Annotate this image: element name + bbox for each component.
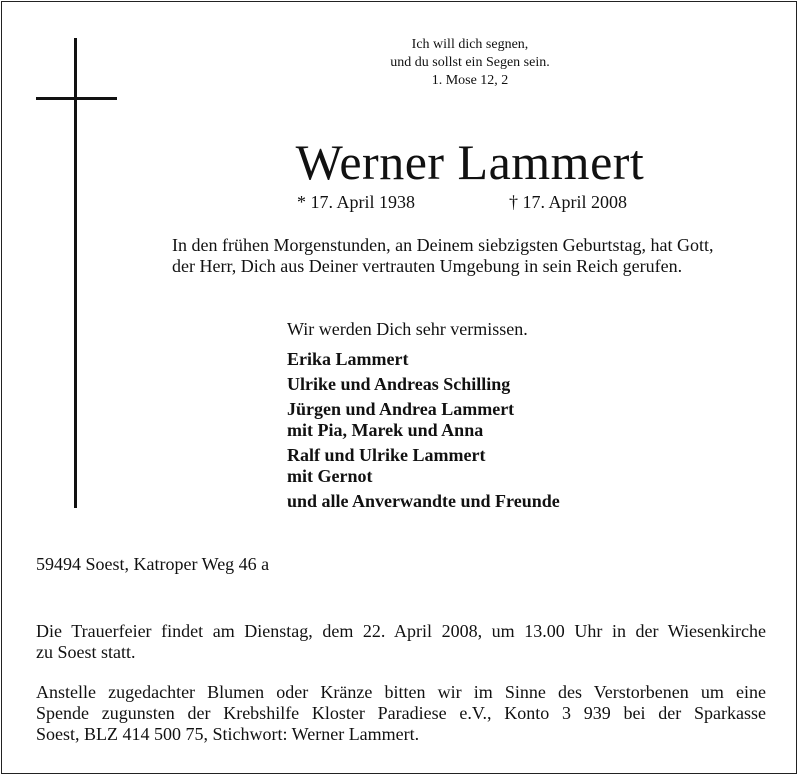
mourner-line: und alle Anverwandte und Freunde [287, 491, 560, 511]
miss-text: Wir werden Dich sehr vermissen. [287, 319, 528, 339]
cross-icon [74, 38, 77, 508]
birth-date: * 17. April 1938 [297, 192, 416, 212]
mourner-line: Ulrike und Andreas Schilling [287, 374, 511, 394]
mourner-group [287, 491, 560, 512]
donation-info [36, 682, 766, 745]
intro-text [172, 235, 714, 277]
mourner-group [287, 399, 560, 441]
verse-line-2: und du sollst ein Segen sein. [390, 55, 550, 70]
mourner-line: Ralf und Ulrike Lammert [287, 445, 486, 465]
mourner-line: Erika Lammert [287, 349, 409, 369]
intro-line-2: der Herr, Dich aus Deiner vertrauten Umgebung in sein Reich gerufen. [172, 256, 683, 276]
mourners-list [287, 349, 560, 516]
donation-line-2: Spende zugunsten der Krebshilfe Kloster Paradiese e.V., Konto 3 939 bei der Sparkasse [36, 703, 766, 723]
funeral-info [36, 621, 766, 663]
bible-verse [300, 36, 640, 90]
funeral-line-2: zu Soest statt. [36, 642, 136, 662]
verse-reference: 1. Mose 12, 2 [431, 73, 509, 88]
death-date: † 17. April 2008 [509, 192, 628, 212]
address: 59494 Soest, Katroper Weg 46 a [36, 554, 270, 574]
funeral-line-1: Die Trauerfeier findet am Dienstag, dem 22. April 2008, um 13.00 Uhr in der Wiesenkirche [36, 621, 766, 641]
mourner-line: mit Gernot [287, 466, 373, 486]
mourner-group [287, 374, 560, 395]
donation-line-3: Soest, BLZ 414 500 75, Stichwort: Werner Lammert. [36, 724, 420, 744]
mourner-line: mit Pia, Marek und Anna [287, 420, 484, 440]
cross-icon-crossbar [36, 97, 117, 100]
intro-line-1: In den frühen Morgenstunden, an Deinem siebzigsten Geburtstag, hat Gott, [172, 235, 714, 255]
mourner-line: Jürgen und Andrea Lammert [287, 399, 515, 419]
mourner-group [287, 349, 560, 370]
deceased-name: Werner Lammert [295, 134, 645, 190]
verse-line-1: Ich will dich segnen, [411, 37, 529, 52]
mourner-group [287, 445, 560, 487]
donation-line-1: Anstelle zugedachter Blumen oder Kränze bitten wir im Sinne des Verstorbenen um eine [36, 682, 766, 702]
